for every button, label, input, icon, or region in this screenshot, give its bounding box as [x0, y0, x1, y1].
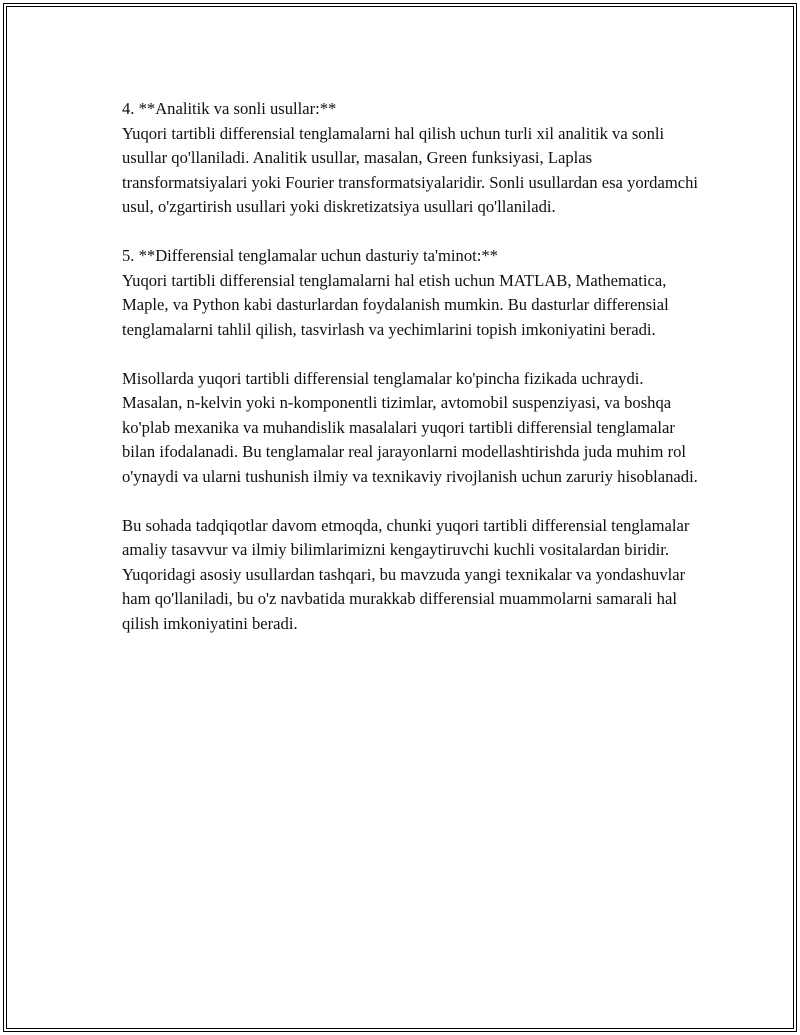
document-body — [122, 97, 702, 661]
page-border — [3, 3, 797, 1032]
paragraph-software: 5. **Differensial tenglamalar uchun dasturiy ta'minot:** Yuqori tartibli differensial tenglamalarni hal etish uchun MATLAB, Mathematica, Maple, va Python kabi dasturlardan foydalanish mumkin. Bu dasturlar differensial tenglamalarni tahlil qilish, tasvirlash va yechimlarini topish imkoniyatini beradi. — [122, 246, 669, 339]
paragraph-examples: Misollarda yuqori tartibli differensial tenglamalar ko'pincha fizikada uchraydi. Masalan, n-kelvin yoki n-komponentli tizimlar, avtomobil suspenziyasi, va boshqa ko'plab mexanika va muhandislik masalalari yuqori tartibli differensial tenglamalar bilan ifodalanadi. Bu tenglamalar real jarayonlarni modellashtirishda juda muhim rol o'ynaydi va ularni tushunish ilmiy va texnikaviy rivojlanish uchun zaruriy hisoblanadi. — [122, 368, 698, 486]
paragraph-research: Bu sohada tadqiqotlar davom etmoqda, chunki yuqori tartibli differensial tenglamalar amaliy tasavvur va ilmiy bilimlarimizni kengaytiruvchi kuchli vositalardan biridir. Yuqoridagi asosiy usullardan tashqari, bu mavzuda yangi texnikalar va yondashuvlar ham qo'llaniladi, bu o'z navbatida murakkab differensial muammolarni samarali hal qilish imkoniyatini beradi. — [122, 515, 690, 633]
paragraph-analytic-numeric-methods: 4. **Analitik va sonli usullar:** Yuqori tartibli differensial tenglamalarni hal qilish uchun turli xil analitik va sonli usullar qo'llaniladi. Analitik usullar, masalan, Green funksiyasi, Laplas transformatsiyalari yoki Fourier transformatsiyalaridir. Sonli usullardan esa yordamchi usul, o'zgartirish usullari yoki diskretizatsiya usullari qo'llaniladi. — [122, 99, 699, 216]
